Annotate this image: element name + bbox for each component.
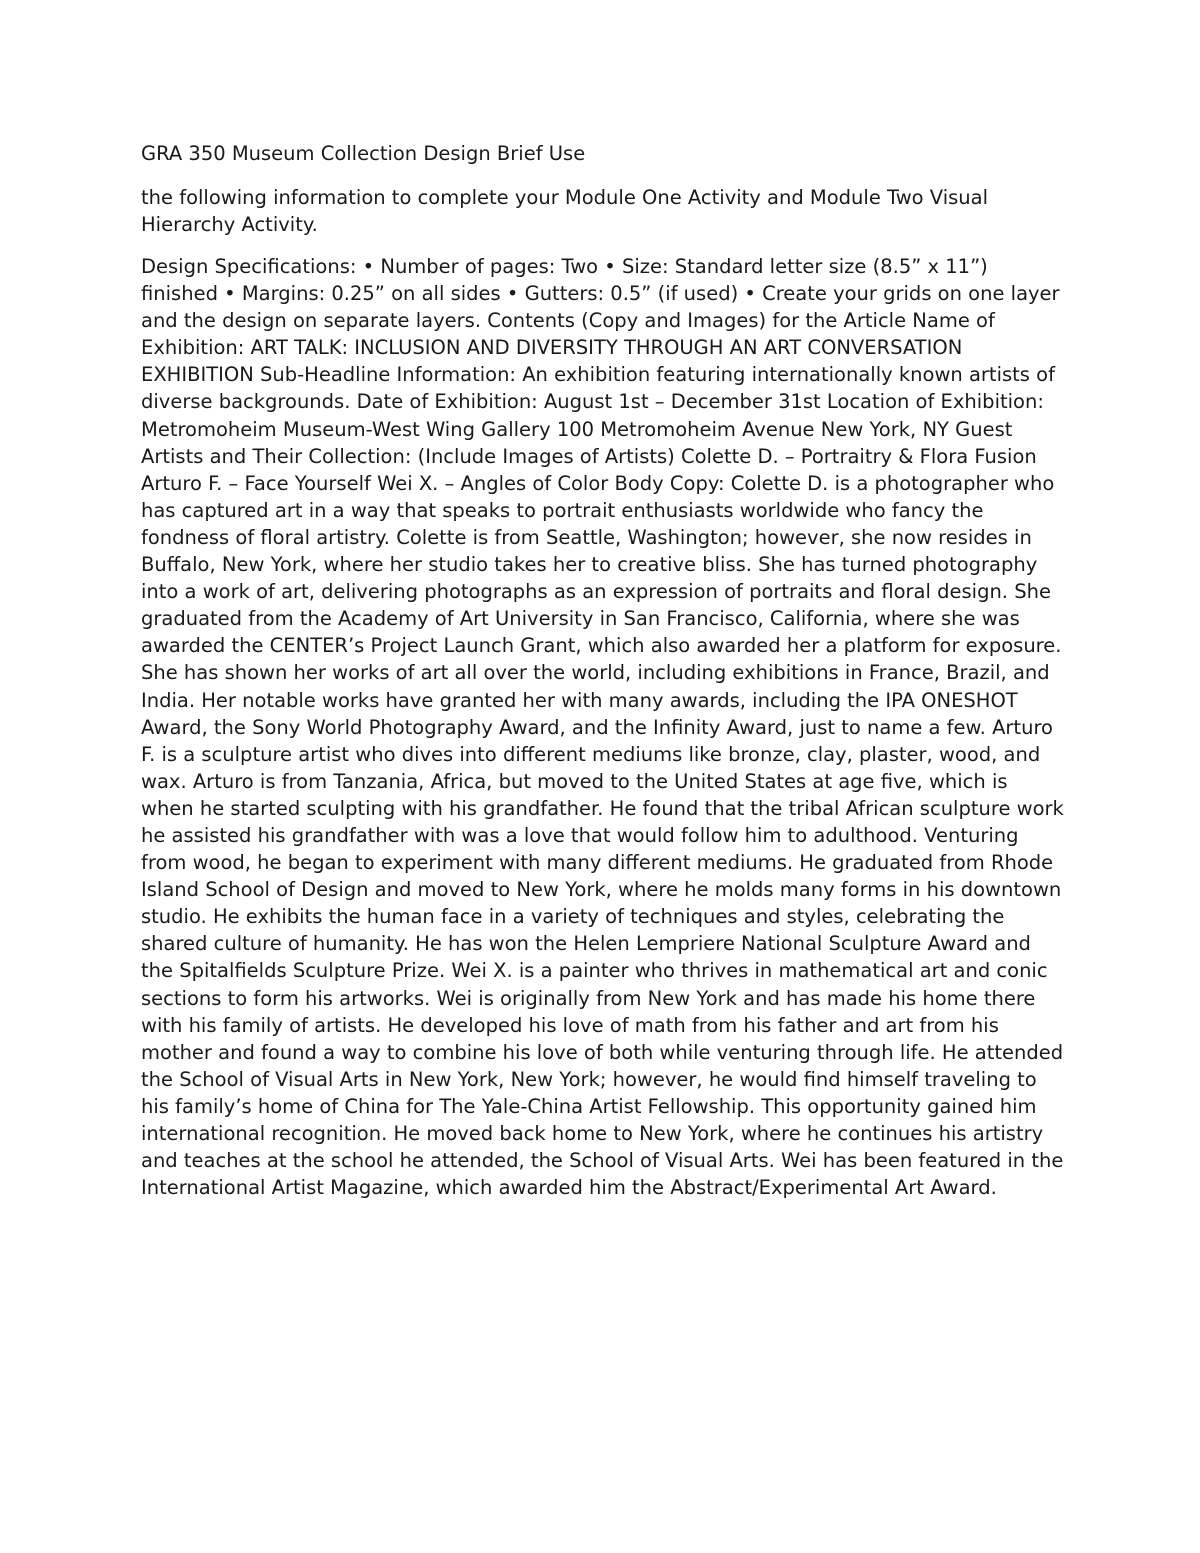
document-content	[141, 140, 1066, 1201]
document-title: GRA 350 Museum Collection Design Brief Use	[141, 142, 586, 165]
body-paragraph: Design Specifications: • Number of pages: Two • Size: Standard letter size (8.5” x 11”) finished • Margins: 0.25” on all sides • Gutters: 0.5” (if used) • Create your grids on one layer and the design on separate layers. Contents (Copy and Images) for the Article Name of Exhibition: ART TALK: INCLUSION AND DIVERSITY THROUGH AN ART CONVERSATION EXHIBITION Sub-Headline Information: An exhibition featuring internationally known artists of diverse backgrounds. Date of Exhibition: August 1st – December 31st Location of Exhibition: Metromoheim Museum-West Wing Gallery 100 Metromoheim Avenue New York, NY Guest Artists and Their Collection: (Include Images of Artists) Colette D. – Portraitry & Flora Fusion Arturo F. – Face Yourself Wei X. – Angles of Color Body Copy: Colette D. is a photographer who has captured art in a way that speaks to portrait enthusiasts worldwide who fancy the fondness of floral artistry. Colette is from Seattle, Washington; however, she now resides in Buffalo, New York, where her studio takes her to creative bliss. She has turned photography into a work of art, delivering photographs as an expression of portraits and floral design. She graduated from the Academy of Art University in San Francisco, California, where she was awarded the CENTER’s Project Launch Grant, which also awarded her a platform for exposure. She has shown her works of art all over the world, including exhibitions in France, Brazil, and India. Her notable works have granted her with many awards, including the IPA ONESHOT Award, the Sony World Photography Award, and the Infinity Award, just to name a few. Arturo F. is a sculpture artist who dives into different mediums like bronze, clay, plaster, wood, and wax. Arturo is from Tanzania, Africa, but moved to the United States at age five, which is when he started sculpting with his grandfather. He found that the tribal African sculpture work he assisted his grandfather with was a love that would follow him to adulthood. Venturing from wood, he began to experiment with many different mediums. He graduated from Rhode Island School of Design and moved to New York, where he molds many forms in his downtown studio. He exhibits the human face in a variety of techniques and styles, celebrating the shared culture of humanity. He has won the Helen Lempriere National Sculpture Award and the Spitalfields Sculpture Prize. Wei X. is a painter who thrives in mathematical art and conic sections to form his artworks. Wei is originally from New York and has made his home there with his family of artists. He developed his love of math from his father and art from his mother and found a way to combine his love of both while venturing through life. He attended the School of Visual Arts in New York, New York; however, he would find himself traveling to his family’s home of China for The Yale-China Artist Fellowship. This opportunity gained him international recognition. He moved back home to New York, where he continues his artistry and teaches at the school he attended, the School of Visual Arts. Wei has been featured in the International Artist Magazine, which awarded him the Abstract/Experimental Art Award.	[141, 255, 1064, 1200]
intro-paragraph: the following information to complete your Module One Activity and Module Two Visual Hierarchy Activity.	[141, 186, 989, 236]
